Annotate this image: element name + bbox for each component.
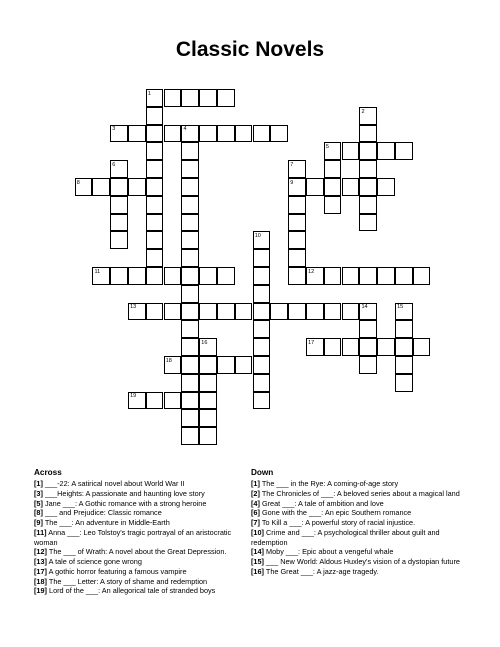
grid-cell[interactable] (164, 125, 182, 143)
clue-text: ___Heights: A passionate and haunting love story (42, 488, 205, 498)
grid-cell[interactable] (146, 392, 164, 410)
grid-cell[interactable] (199, 409, 217, 427)
grid-cell[interactable] (181, 320, 199, 338)
cell-number: 11 (94, 268, 101, 275)
clue-text: The ___: An adventure in Middle-Earth (42, 518, 170, 527)
grid-cell[interactable] (324, 267, 342, 285)
grid-cell[interactable] (395, 267, 413, 285)
grid-cell[interactable] (92, 267, 110, 285)
clue-text: ___-22: A satirical novel about World War II (42, 479, 185, 488)
clue-text: To Kill a ___: A powerful story of racial injustice. (259, 518, 416, 527)
cell-number: 15 (397, 304, 404, 311)
grid-cell[interactable] (181, 427, 199, 445)
down-clue (251, 567, 467, 577)
clue-number: [7] (251, 518, 260, 527)
grid-cell[interactable] (342, 178, 360, 196)
grid-cell[interactable] (359, 214, 377, 232)
across-clue (34, 577, 244, 587)
grid-cell[interactable] (146, 214, 164, 232)
grid-cell[interactable] (359, 125, 377, 143)
grid-cell[interactable] (199, 427, 217, 445)
grid-cell[interactable] (199, 392, 217, 410)
clue-number: [1] (34, 479, 43, 488)
grid-cell[interactable] (253, 392, 271, 410)
cell-number: 14 (361, 304, 368, 311)
grid-cell[interactable] (306, 178, 324, 196)
grid-cell[interactable] (181, 214, 199, 232)
grid-cell[interactable] (235, 125, 253, 143)
clue-number: [6] (251, 508, 260, 518)
across-clue (34, 567, 244, 577)
clue-number: [2] (251, 488, 260, 498)
across-clue (34, 499, 244, 509)
clue-number: [17] (34, 566, 47, 576)
grid-cell[interactable] (181, 303, 199, 321)
grid-cell[interactable] (288, 178, 306, 196)
cell-number: 6 (112, 161, 116, 168)
grid-cell[interactable] (288, 160, 306, 178)
clue-number: [4] (251, 498, 260, 508)
down-clue (251, 547, 467, 557)
clue-number: [15] (251, 557, 264, 566)
grid-cell[interactable] (359, 107, 377, 125)
grid-cell[interactable] (199, 125, 217, 143)
clue-text: The ___ of Wrath: A novel about the Great Depression. (46, 547, 227, 557)
cell-number: 18 (165, 357, 172, 364)
clue-text: A tale of science gone wrong (46, 557, 142, 566)
grid-cell[interactable] (110, 267, 128, 285)
grid-cell[interactable] (92, 178, 110, 196)
down-clue (251, 508, 467, 518)
grid-cell[interactable] (359, 267, 377, 285)
grid-cell[interactable] (253, 356, 271, 374)
grid-cell[interactable] (128, 125, 146, 143)
grid-cell[interactable] (253, 303, 271, 321)
clue-text: The ___ Letter: A story of shame and redemption (46, 576, 208, 586)
grid-cell[interactable] (395, 303, 413, 321)
cell-number: 16 (201, 339, 208, 346)
grid-cell[interactable] (181, 196, 199, 214)
grid-cell[interactable] (306, 267, 324, 285)
grid-cell[interactable] (181, 231, 199, 249)
grid-cell[interactable] (217, 125, 235, 143)
grid-cell[interactable] (146, 249, 164, 267)
grid-cell[interactable] (324, 338, 342, 356)
down-clues (251, 468, 467, 577)
grid-cell[interactable] (324, 160, 342, 178)
clue-text: Jane ___: A Gothic romance with a strong heroine (42, 498, 207, 508)
grid-cell[interactable] (181, 178, 199, 196)
grid-cell[interactable] (306, 303, 324, 321)
page-title: Classic Novels (175, 38, 325, 61)
clue-text: The Chronicles of ___: A beloved series about a magical land (259, 488, 460, 498)
clue-number: [14] (251, 547, 264, 557)
grid-cell[interactable] (199, 338, 217, 356)
clue-text: Moby ___: Epic about a vengeful whale (263, 547, 394, 557)
grid-cell[interactable] (324, 196, 342, 214)
grid-cell[interactable] (146, 231, 164, 249)
grid-cell[interactable] (146, 196, 164, 214)
grid-cell[interactable] (75, 178, 93, 196)
cell-number: 5 (325, 144, 329, 151)
grid-cell[interactable] (253, 249, 271, 267)
grid-cell[interactable] (359, 160, 377, 178)
clue-text: A gothic horror featuring a famous vampire (46, 566, 187, 576)
grid-cell[interactable] (181, 249, 199, 267)
grid-cell[interactable] (288, 214, 306, 232)
grid-cell[interactable] (110, 125, 128, 143)
grid-cell[interactable] (110, 160, 128, 178)
grid-cell[interactable] (235, 356, 253, 374)
grid-cell[interactable] (164, 267, 182, 285)
grid-cell[interactable] (146, 178, 164, 196)
grid-cell[interactable] (253, 285, 271, 303)
grid-cell[interactable] (288, 267, 306, 285)
grid-cell[interactable] (377, 338, 395, 356)
across-clue (34, 528, 244, 548)
clue-number: [11] (34, 527, 47, 537)
grid-cell[interactable] (181, 267, 199, 285)
grid-cell[interactable] (395, 320, 413, 338)
cell-number: 9 (290, 179, 294, 186)
cell-number: 3 (112, 126, 116, 133)
grid-cell[interactable] (164, 89, 182, 107)
grid-cell[interactable] (146, 107, 164, 125)
clue-text: Great ___: A tale of ambition and love (259, 498, 384, 508)
across-clue (34, 518, 244, 528)
grid-cell[interactable] (181, 338, 199, 356)
clue-text: Lord of the ___: An allegorical tale of stranded boys (46, 586, 216, 596)
down-clue (251, 489, 467, 499)
grid-cell[interactable] (253, 267, 271, 285)
across-clue (34, 586, 244, 596)
grid-cell[interactable] (324, 178, 342, 196)
grid-cell[interactable] (164, 356, 182, 374)
grid-cell[interactable] (128, 392, 146, 410)
down-clue (251, 528, 467, 548)
grid-cell[interactable] (342, 142, 360, 160)
clue-text: The Great ___: A jazz-age tragedy. (263, 566, 379, 576)
grid-cell[interactable] (288, 249, 306, 267)
grid-cell[interactable] (288, 231, 306, 249)
grid-cell[interactable] (306, 338, 324, 356)
clue-number: [9] (34, 518, 43, 527)
across-clue (34, 547, 244, 557)
cell-number: 13 (130, 304, 137, 311)
grid-cell[interactable] (181, 160, 199, 178)
clue-number: [19] (34, 586, 47, 596)
down-clue (251, 518, 467, 528)
grid-cell[interactable] (359, 303, 377, 321)
grid-cell[interactable] (395, 142, 413, 160)
grid-cell[interactable] (324, 142, 342, 160)
clue-number: [8] (34, 508, 43, 518)
cell-number: 10 (254, 233, 261, 240)
clue-text: The ___ in the Rye: A coming-of-age story (259, 479, 399, 488)
clue-text: Anna ___: Leo Tolstoy's tragic portrayal of an aristocratic woman (34, 527, 232, 547)
grid-cell[interactable] (395, 356, 413, 374)
down-clue (251, 479, 467, 489)
across-clues (34, 468, 244, 596)
grid-cell[interactable] (110, 178, 128, 196)
grid-cell[interactable] (181, 285, 199, 303)
grid-cell[interactable] (164, 303, 182, 321)
grid-cell[interactable] (342, 303, 360, 321)
grid-cell[interactable] (413, 338, 431, 356)
cell-number: 7 (290, 161, 294, 168)
cell-number: 1 (147, 90, 151, 97)
grid-cell[interactable] (395, 374, 413, 392)
down-clue (251, 499, 467, 509)
grid-cell[interactable] (342, 338, 360, 356)
grid-cell[interactable] (377, 267, 395, 285)
grid-cell[interactable] (146, 125, 164, 143)
across-clue (34, 557, 244, 567)
grid-cell[interactable] (146, 160, 164, 178)
clue-number: [18] (34, 576, 47, 586)
grid-cell[interactable] (377, 178, 395, 196)
grid-cell[interactable] (253, 374, 271, 392)
clue-text: Gone with the ___: An epic Southern romance (259, 508, 412, 518)
grid-cell[interactable] (413, 267, 431, 285)
grid-cell[interactable] (217, 89, 235, 107)
grid-cell[interactable] (181, 125, 199, 143)
clue-number: [12] (34, 547, 47, 557)
grid-cell[interactable] (181, 374, 199, 392)
grid-cell[interactable] (128, 178, 146, 196)
grid-cell[interactable] (181, 89, 199, 107)
cell-number: 17 (308, 339, 315, 346)
grid-cell[interactable] (146, 89, 164, 107)
grid-cell[interactable] (359, 142, 377, 160)
grid-cell[interactable] (146, 303, 164, 321)
grid-cell[interactable] (235, 303, 253, 321)
clue-number: [5] (34, 498, 43, 508)
grid-cell[interactable] (146, 267, 164, 285)
grid-cell[interactable] (288, 303, 306, 321)
grid-cell[interactable] (199, 374, 217, 392)
across-clue (34, 479, 244, 489)
grid-cell[interactable] (181, 356, 199, 374)
grid-cell[interactable] (359, 320, 377, 338)
grid-cell[interactable] (217, 356, 235, 374)
grid-cell[interactable] (146, 142, 164, 160)
grid-cell[interactable] (181, 142, 199, 160)
clue-number: [16] (251, 566, 264, 576)
grid-cell[interactable] (342, 267, 360, 285)
grid-cell[interactable] (181, 392, 199, 410)
clue-text: Crime and ___: A psychological thriller about guilt and redemption (251, 527, 440, 547)
grid-cell[interactable] (395, 338, 413, 356)
grid-cell[interactable] (253, 338, 271, 356)
cell-number: 2 (361, 108, 365, 115)
down-heading: Down (251, 468, 274, 477)
grid-cell[interactable] (110, 214, 128, 232)
grid-cell[interactable] (199, 89, 217, 107)
cell-number: 8 (76, 179, 80, 186)
across-clue (34, 489, 244, 499)
clue-number: [13] (34, 557, 47, 566)
clue-text: ___ and Prejudice: Classic romance (42, 508, 162, 518)
grid-cell[interactable] (110, 231, 128, 249)
cell-number: 19 (130, 393, 137, 400)
clue-number: [3] (34, 488, 43, 498)
grid-cell[interactable] (253, 320, 271, 338)
grid-cell[interactable] (253, 125, 271, 143)
grid-cell[interactable] (217, 303, 235, 321)
across-clue (34, 508, 244, 518)
grid-cell[interactable] (128, 303, 146, 321)
cell-number: 4 (183, 126, 187, 133)
across-heading: Across (34, 468, 62, 477)
grid-cell[interactable] (128, 267, 146, 285)
grid-cell[interactable] (359, 356, 377, 374)
grid-cell[interactable] (253, 231, 271, 249)
grid-cell[interactable] (288, 196, 306, 214)
clue-number: [10] (251, 527, 264, 537)
grid-cell[interactable] (270, 303, 288, 321)
grid-cell[interactable] (181, 409, 199, 427)
down-clue (251, 557, 467, 567)
grid-cell[interactable] (164, 392, 182, 410)
grid-cell[interactable] (110, 196, 128, 214)
grid-cell[interactable] (359, 196, 377, 214)
grid-cell[interactable] (377, 142, 395, 160)
grid-cell[interactable] (270, 125, 288, 143)
grid-cell[interactable] (199, 303, 217, 321)
grid-cell[interactable] (359, 338, 377, 356)
clue-number: [1] (251, 479, 260, 488)
grid-cell[interactable] (359, 178, 377, 196)
grid-cell[interactable] (324, 303, 342, 321)
grid-cell[interactable] (217, 267, 235, 285)
cell-number: 12 (308, 268, 315, 275)
grid-cell[interactable] (199, 267, 217, 285)
grid-cell[interactable] (199, 356, 217, 374)
clue-text: ___ New World: Aldous Huxley's vision of a dystopian future (263, 557, 460, 566)
